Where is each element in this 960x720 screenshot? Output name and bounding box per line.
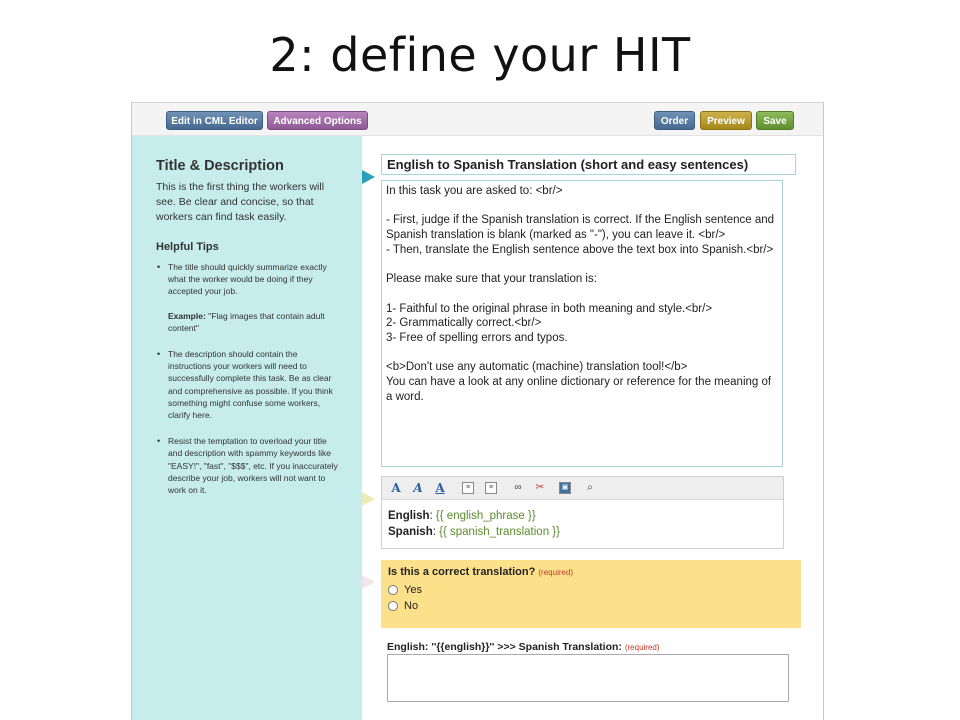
bulleted-list-icon[interactable]: ≡ bbox=[462, 482, 474, 494]
instruction-line: - Then, translate the English sentence above the text box into Spanish.<br/> bbox=[386, 243, 774, 256]
slide-title: 2: define your HIT bbox=[269, 28, 691, 82]
instruction-line bbox=[386, 287, 778, 302]
instruction-line bbox=[386, 199, 778, 214]
tip-item bbox=[156, 261, 342, 334]
question-label: Is this a correct translation? bbox=[388, 566, 536, 578]
tip-text: The description should contain the instructions your workers will need to successfully complete this task. Be as clear and comprehensive as possible. If you think something might confuse some workers, clarify here. bbox=[168, 349, 333, 421]
tips-list bbox=[156, 261, 342, 496]
top-toolbar bbox=[132, 103, 823, 136]
help-sidebar bbox=[132, 136, 362, 720]
english-variable: {{ english_phrase }} bbox=[435, 510, 536, 522]
option-no[interactable] bbox=[388, 600, 794, 612]
underline-format-icon[interactable]: A bbox=[435, 481, 445, 495]
tip-example-label: Example: bbox=[168, 310, 206, 321]
spanish-variable: {{ spanish_translation }} bbox=[439, 526, 560, 538]
sidebar-title: Title & Description bbox=[156, 158, 284, 174]
english-label: English bbox=[388, 510, 430, 522]
instruction-line: - First, judge if the Spanish translation is correct. If the English sentence and Spanish translation is blank (marked as "-"), you can leave it. <br/> bbox=[386, 214, 778, 242]
link-icon[interactable]: ∞ bbox=[514, 482, 522, 493]
required-marker: (required) bbox=[624, 643, 660, 652]
image-icon[interactable]: ▣ bbox=[559, 482, 571, 494]
save-button[interactable]: Save bbox=[756, 111, 794, 130]
job-instructions-textarea[interactable] bbox=[381, 180, 783, 467]
option-no-label: No bbox=[404, 600, 419, 612]
tip-item bbox=[156, 348, 342, 421]
instruction-line bbox=[386, 258, 778, 273]
radio-no[interactable] bbox=[388, 601, 398, 611]
hit-editor-frame bbox=[131, 102, 824, 720]
text-format-icon[interactable]: A bbox=[391, 481, 401, 495]
instruction-line: Please make sure that your translation is: bbox=[386, 273, 597, 286]
sidebar-description: This is the first thing the workers will see. Be clear and concise, so that workers can find task easily. bbox=[156, 181, 325, 223]
question-text bbox=[388, 566, 794, 578]
advanced-options-button[interactable]: Advanced Options bbox=[267, 111, 368, 130]
cml-editor[interactable] bbox=[381, 476, 784, 549]
instruction-line: <b>Don't use any automatic (machine) translation tool!</b> bbox=[386, 361, 688, 374]
tip-item bbox=[156, 435, 342, 496]
required-marker: (required) bbox=[538, 568, 574, 577]
helpful-tips-heading: Helpful Tips bbox=[156, 241, 219, 253]
tip-example bbox=[168, 310, 342, 334]
zoom-icon[interactable]: ⌕ bbox=[587, 482, 593, 493]
tip-example-text: "Flag images that contain adult content" bbox=[168, 310, 325, 333]
spanish-label: Spanish bbox=[388, 526, 433, 538]
edit-in-cml-editor-button[interactable]: Edit in CML Editor bbox=[166, 111, 263, 130]
instruction-line: You can have a look at any online dictionary or reference for the meaning of a word. bbox=[386, 376, 775, 403]
section-arrow-icon bbox=[362, 575, 375, 589]
editor-content[interactable]: English: {{ english_phrase }} Spanish: {{ spanish_translation }} bbox=[388, 510, 560, 538]
translation-label-text: English: ''{{english}}'' >>> Spanish Translation: bbox=[387, 641, 622, 653]
correct-translation-question bbox=[381, 560, 801, 628]
editor-toolbar bbox=[382, 477, 783, 500]
active-section-arrow-icon bbox=[362, 170, 375, 184]
tip-text: Resist the temptation to overload your title and description with spammy keywords like "EASY!", "fast", "$$$", etc. If you inaccurately describe your job, workers will not want to work on it. bbox=[168, 436, 338, 496]
section-arrow-icon bbox=[362, 492, 375, 506]
tip-text: The title should quickly summarize exactly what the worker would be doing if they accepted your job. bbox=[168, 262, 327, 297]
instruction-line: 2- Grammatically correct.<br/> bbox=[386, 317, 542, 330]
instruction-line: 1- Faithful to the original phrase in both meaning and style.<br/> bbox=[386, 302, 713, 315]
numbered-list-icon[interactable]: ≡ bbox=[485, 482, 497, 494]
job-title-input[interactable]: English to Spanish Translation (short and easy sentences) bbox=[381, 154, 796, 175]
option-yes-label: Yes bbox=[404, 584, 422, 596]
preview-button[interactable]: Preview bbox=[700, 111, 752, 130]
instruction-line: 3- Free of spelling errors and typos. bbox=[386, 331, 568, 344]
italic-format-icon[interactable]: A bbox=[413, 481, 423, 495]
order-button[interactable]: Order bbox=[654, 111, 695, 130]
radio-yes[interactable] bbox=[388, 585, 398, 595]
unlink-icon[interactable]: ✂ bbox=[535, 482, 545, 493]
translation-field-label bbox=[387, 641, 660, 653]
instruction-line bbox=[386, 346, 778, 361]
spanish-translation-textarea[interactable] bbox=[387, 654, 789, 702]
instruction-line: In this task you are asked to: <br/> bbox=[386, 185, 563, 197]
option-yes[interactable] bbox=[388, 584, 794, 596]
